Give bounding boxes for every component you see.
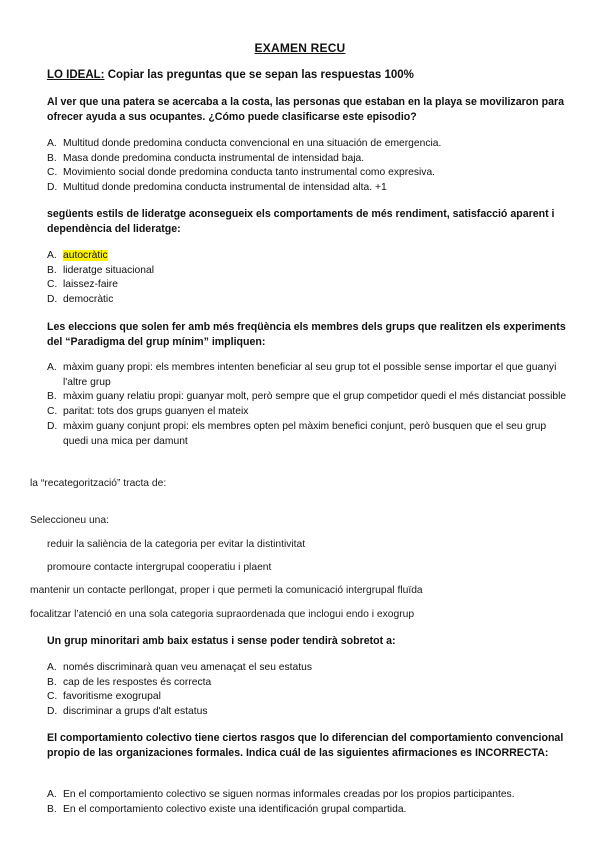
option-letter: C. — [47, 406, 58, 418]
option-text: democràtic — [63, 294, 114, 306]
option — [47, 705, 569, 720]
question-4-prompt: Seleccioneu una: — [30, 515, 110, 526]
option-letter: C. — [47, 167, 58, 179]
option-letter: B. — [47, 152, 57, 164]
question-6: El comportamiento colectivo tiene ciertos rasgos que lo diferencian del comportamiento convencional propio de las organizaciones formales. Indica cuál de las siguientes afirmaciones es INCORRECTA: — [47, 732, 564, 759]
option — [47, 137, 569, 152]
question-5-options — [47, 661, 569, 720]
option — [47, 676, 569, 691]
option-text: només discriminarà quan veu amenaçat el seu estatus — [63, 662, 312, 673]
option — [47, 390, 569, 405]
option-text: favoritisme exogrupal — [63, 691, 161, 703]
option-letter: A. — [47, 362, 57, 373]
option-letter: A. — [47, 250, 57, 261]
option-text: En el comportamiento colectivo se siguen normas informales creadas por los propios participantes. — [63, 789, 515, 800]
option-letter: D. — [47, 420, 58, 432]
ideal-text: Copiar las preguntas que se sepan las respuestas 100% — [104, 69, 414, 81]
question-4-option: reduir la saliència de la categoria per evitar la distintivitat — [47, 539, 306, 550]
option — [47, 293, 569, 308]
option-letter: A. — [47, 662, 57, 673]
ideal-label: LO IDEAL: — [47, 69, 105, 81]
question-4-option: focalitzar l’atenció en una sola categoria supraordenada que inclogui endo i exogrup — [30, 609, 415, 620]
option-text: discriminar a grups d'alt estatus — [63, 706, 208, 718]
option-text: Movimiento social donde predomina conducta tanto instrumental como expresiva. — [63, 167, 436, 179]
option — [47, 264, 569, 279]
option-letter: B. — [47, 676, 57, 688]
option-text: màxim guany relatiu propi: guanyar molt, però sempre que el grup competidor quedi el més distanciat possible — [63, 391, 567, 403]
option-letter: B. — [47, 264, 57, 276]
option-text: laissez-faire — [63, 279, 118, 291]
option — [47, 788, 569, 803]
question-4-option: promoure contacte intergrupal cooperatiu i plaent — [47, 562, 272, 573]
question-5: Un grup minoritari amb baix estatus i sense poder tendirà sobretot a: — [47, 635, 396, 647]
option-text: autocràtic — [63, 250, 108, 261]
option-letter: C. — [47, 279, 58, 291]
option-letter: B. — [47, 391, 57, 403]
question-6-options — [47, 788, 569, 817]
option — [47, 420, 569, 449]
question-2: següents estils de lideratge aconsegueix els comportaments de més rendiment, satisfacció aparent i dependència del lideratge: — [47, 208, 555, 235]
question-4-option: mantenir un contacte perllongat, proper i que permeti la comunicació intergrupal fluïda — [30, 585, 423, 596]
option-text: màxim guany conjunt propi: els membres opten pel màxim benefici conjunt, però busquen que el seu grup quedi una mica per damunt — [63, 420, 547, 447]
option — [47, 152, 569, 167]
option-text: paritat: tots dos grups guanyen el mateix — [63, 406, 249, 418]
option-text: màxim guany propi: els membres intenten beneficiar al seu grup tot el possible sense importar el que guanyi l'altre grup — [63, 362, 557, 388]
option — [47, 181, 569, 196]
option-text: cap de les respostes és correcta — [63, 676, 212, 688]
option-text: En el comportamiento colectivo existe una identificación grupal compartida. — [63, 803, 407, 815]
option-letter: A. — [47, 789, 57, 800]
option-text: Multitud donde predomina conducta instrumental de intensidad alta. +1 — [63, 182, 387, 194]
option-text: lideratge situacional — [63, 264, 155, 276]
option-letter: D. — [47, 182, 58, 194]
option-letter: C. — [47, 691, 58, 703]
option — [47, 249, 569, 264]
document-title: EXAMEN RECU — [254, 41, 346, 55]
option — [47, 278, 569, 293]
option-letter: D. — [47, 706, 58, 718]
option-text: Masa donde predomina conducta instrumental de intensidad baja. — [63, 152, 365, 164]
question-2-options — [47, 249, 569, 308]
option — [47, 361, 569, 390]
question-4: la “recategorització” tracta de: — [30, 478, 167, 489]
question-1: Al ver que una patera se acercaba a la costa, las personas que estaban en la playa se movilizaron para ofrecer ayuda a sus ocupantes. ¿Cómo puede clasificarse este episodio? — [47, 96, 564, 123]
highlighted-answer — [47, 250, 108, 261]
question-3-options — [47, 361, 569, 449]
option — [47, 661, 569, 676]
option — [47, 405, 569, 420]
ideal-note — [47, 69, 414, 81]
option-letter: D. — [47, 294, 58, 306]
question-3: Les eleccions que solen fer amb més freqüència els membres dels grups que realitzen els experiments del “Paradigma del grup mínim” impliquen: — [47, 321, 566, 348]
option — [47, 803, 569, 818]
option-text: Multitud donde predomina conducta convencional en una situación de emergencia. — [63, 138, 442, 149]
option — [47, 166, 569, 181]
option-letter: B. — [47, 803, 57, 815]
option-letter: A. — [47, 138, 57, 149]
option — [47, 690, 569, 705]
question-1-options — [47, 137, 569, 196]
